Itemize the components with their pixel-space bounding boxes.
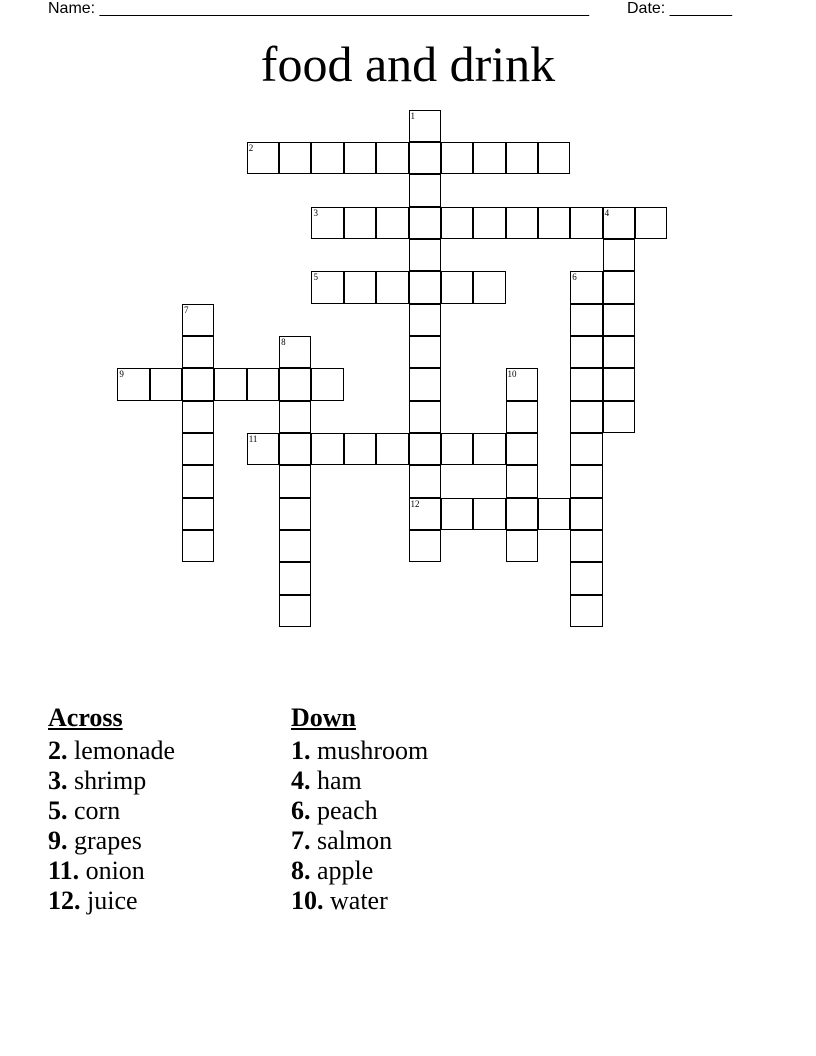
cell-number: 10: [507, 369, 517, 380]
cell-number: 12: [410, 498, 420, 509]
grid-cell[interactable]: [214, 368, 246, 400]
clue-text: apple: [317, 856, 374, 885]
grid-cell[interactable]: [182, 498, 214, 530]
across-clue: [48, 766, 288, 796]
grid-cell[interactable]: [279, 465, 311, 497]
across-clue: [48, 796, 288, 826]
grid-cell[interactable]: [182, 336, 214, 368]
grid-cell[interactable]: [279, 368, 311, 400]
clue-text: shrimp: [74, 766, 147, 795]
grid-cell[interactable]: [409, 530, 441, 562]
cell-number: 2: [248, 142, 254, 153]
grid-cell[interactable]: [344, 142, 376, 174]
grid-cell[interactable]: [506, 530, 538, 562]
clue-number: 5.: [48, 796, 68, 825]
grid-cell[interactable]: [409, 368, 441, 400]
down-clue: [291, 826, 531, 856]
grid-cell[interactable]: [409, 304, 441, 336]
clue-number: 3.: [48, 766, 68, 795]
grid-cell[interactable]: [409, 271, 441, 303]
grid-cell[interactable]: [247, 142, 279, 174]
grid-cell[interactable]: [506, 465, 538, 497]
clue-number: 8.: [291, 856, 311, 885]
clue-number: 12.: [48, 886, 81, 915]
grid-cell[interactable]: [441, 142, 473, 174]
grid-cell[interactable]: [603, 304, 635, 336]
grid-cell[interactable]: [603, 207, 635, 239]
grid-cell[interactable]: [473, 498, 505, 530]
grid-cell[interactable]: [506, 368, 538, 400]
grid-cell[interactable]: [570, 401, 602, 433]
grid-cell[interactable]: [409, 239, 441, 271]
grid-cell[interactable]: [376, 207, 408, 239]
grid-cell[interactable]: [570, 271, 602, 303]
grid-cell[interactable]: [311, 207, 343, 239]
grid-cell[interactable]: [570, 530, 602, 562]
grid-cell[interactable]: [279, 336, 311, 368]
cell-number: 11: [248, 434, 258, 444]
grid-cell[interactable]: [344, 433, 376, 465]
grid-cell[interactable]: [603, 239, 635, 271]
grid-cell[interactable]: [473, 142, 505, 174]
grid-cell[interactable]: [279, 530, 311, 562]
grid-cell[interactable]: [441, 498, 473, 530]
grid-cell[interactable]: [506, 142, 538, 174]
grid-cell[interactable]: [570, 595, 602, 627]
clue-text: lemonade: [74, 736, 176, 765]
clue-text: onion: [85, 856, 145, 885]
down-clues: [291, 700, 531, 916]
grid-cell[interactable]: [409, 207, 441, 239]
grid-cell[interactable]: [473, 433, 505, 465]
grid-cell[interactable]: [247, 433, 279, 465]
cell-number: 3: [313, 207, 318, 218]
grid-cell[interactable]: [409, 336, 441, 368]
grid-cell[interactable]: [311, 368, 343, 400]
clue-number: 9.: [48, 826, 68, 855]
grid-cell[interactable]: [376, 271, 408, 303]
grid-cell[interactable]: [473, 207, 505, 239]
across-clue: [48, 886, 288, 916]
grid-cell[interactable]: [570, 498, 602, 530]
grid-cell[interactable]: [538, 207, 570, 239]
grid-cell[interactable]: [279, 401, 311, 433]
grid-cell[interactable]: [117, 368, 149, 400]
grid-cell[interactable]: [279, 142, 311, 174]
grid-cell[interactable]: [473, 271, 505, 303]
grid-cell[interactable]: [506, 433, 538, 465]
grid-cell[interactable]: [441, 207, 473, 239]
date-field[interactable]: Date: _______: [627, 0, 732, 17]
grid-cell[interactable]: [409, 498, 441, 530]
down-heading: Down: [291, 703, 357, 732]
down-clue: [291, 766, 531, 796]
grid-cell[interactable]: [409, 174, 441, 206]
clues-section: [48, 700, 748, 940]
cell-number: 4: [604, 207, 610, 218]
page-title: food and drink: [260, 36, 556, 92]
grid-cell[interactable]: [409, 142, 441, 174]
clue-text: corn: [74, 796, 121, 825]
across-clue: [48, 736, 288, 766]
across-heading: Across: [48, 703, 123, 732]
clue-text: grapes: [74, 826, 142, 855]
across-clue: [48, 826, 288, 856]
grid-cell[interactable]: [182, 433, 214, 465]
grid-cell[interactable]: [603, 401, 635, 433]
grid-cell[interactable]: [409, 433, 441, 465]
cell-number: 1: [410, 110, 415, 121]
clue-text: salmon: [317, 826, 393, 855]
clue-number: 1.: [291, 736, 311, 765]
clue-number: 6.: [291, 796, 311, 825]
grid-cell[interactable]: [538, 498, 570, 530]
cell-number: 7: [184, 304, 189, 315]
clue-text: mushroom: [317, 736, 429, 765]
grid-cell[interactable]: [279, 433, 311, 465]
grid-cell[interactable]: [506, 207, 538, 239]
grid-cell[interactable]: [247, 368, 279, 400]
grid-cell[interactable]: [409, 401, 441, 433]
grid-cell[interactable]: [311, 271, 343, 303]
clue-text: peach: [317, 796, 378, 825]
grid-cell[interactable]: [570, 368, 602, 400]
grid-cell[interactable]: [603, 336, 635, 368]
grid-cell[interactable]: [279, 498, 311, 530]
clue-text: ham: [317, 766, 362, 795]
grid-cell[interactable]: [150, 368, 182, 400]
grid-cell[interactable]: [279, 595, 311, 627]
grid-cell[interactable]: [635, 207, 667, 239]
grid-cell[interactable]: [376, 142, 408, 174]
grid-cell[interactable]: [182, 530, 214, 562]
grid-cell[interactable]: [506, 401, 538, 433]
grid-cell[interactable]: [570, 207, 602, 239]
grid-cell[interactable]: [603, 271, 635, 303]
down-clue: [291, 736, 531, 766]
clue-number: 10.: [291, 886, 324, 915]
down-clue: [291, 796, 531, 826]
grid-cell[interactable]: [182, 465, 214, 497]
clue-number: 4.: [291, 766, 311, 795]
grid-cell[interactable]: [376, 433, 408, 465]
grid-cell[interactable]: [311, 433, 343, 465]
grid-cell[interactable]: [182, 304, 214, 336]
across-clues: [48, 700, 288, 916]
cell-number: 6: [572, 272, 577, 283]
grid-cell[interactable]: [409, 465, 441, 497]
grid-cell[interactable]: [279, 562, 311, 594]
clue-number: 2.: [48, 736, 68, 765]
grid-cell[interactable]: [570, 562, 602, 594]
grid-cell[interactable]: [603, 368, 635, 400]
clue-number: 7.: [291, 826, 311, 855]
grid-cell[interactable]: [182, 368, 214, 400]
grid-cell[interactable]: [506, 498, 538, 530]
clue-text: juice: [87, 886, 138, 915]
grid-cell[interactable]: [570, 433, 602, 465]
grid-cell[interactable]: [570, 304, 602, 336]
clue-text: water: [330, 886, 388, 915]
clue-number: 11.: [48, 856, 80, 885]
across-clue: [48, 856, 288, 886]
grid-cell[interactable]: [538, 142, 570, 174]
grid-cell[interactable]: [441, 433, 473, 465]
name-field[interactable]: Name: _______________________________________________________: [48, 0, 589, 17]
grid-cell[interactable]: [344, 207, 376, 239]
cell-number: 9: [119, 369, 124, 380]
cell-number: 8: [281, 336, 286, 347]
down-clue: [291, 886, 531, 916]
grid-cell[interactable]: [344, 271, 376, 303]
grid-cell[interactable]: [441, 271, 473, 303]
down-clue: [291, 856, 531, 886]
grid-cell[interactable]: [182, 401, 214, 433]
grid-cell[interactable]: [311, 142, 343, 174]
grid-cell[interactable]: [570, 465, 602, 497]
grid-cell[interactable]: [409, 110, 441, 142]
grid-cell[interactable]: [570, 336, 602, 368]
cell-number: 5: [313, 272, 318, 283]
